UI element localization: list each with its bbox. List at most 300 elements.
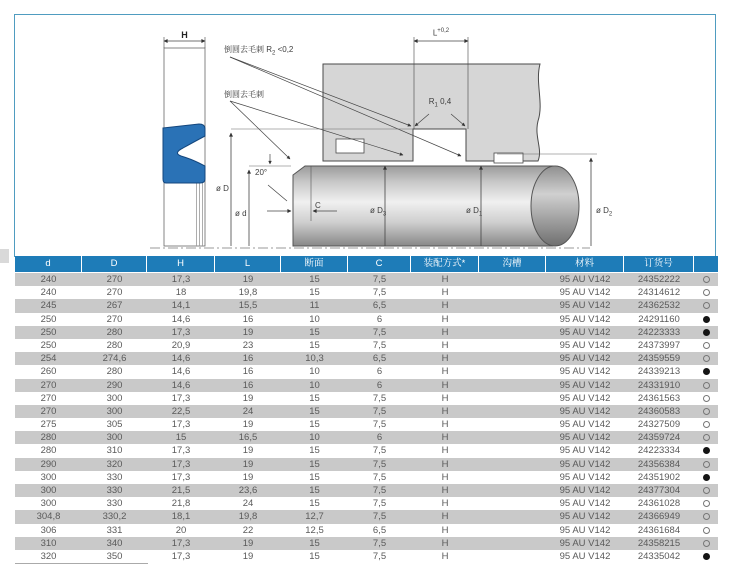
table-cell: 15 (309, 405, 320, 417)
table-cell: 7,5 (372, 498, 387, 510)
right-recess (494, 153, 523, 163)
table-cell: 95 AU V142 (559, 326, 611, 338)
table-cell (479, 550, 546, 563)
table-cell: 304,8 (36, 511, 61, 523)
table-cell: 7,5 (372, 471, 387, 483)
table-cell: 15 (175, 432, 187, 444)
table-row (15, 471, 718, 484)
table-cell: 280 (40, 432, 57, 444)
open-circle-icon (703, 540, 710, 547)
table-cell: 24352222 (637, 274, 681, 285)
open-circle-icon (703, 434, 710, 441)
table-cell: 10 (309, 379, 320, 391)
table-cell: 245 (40, 300, 57, 312)
table-cell (479, 497, 546, 510)
table-cell (479, 365, 546, 378)
table-cell: 260 (40, 366, 57, 378)
table-cell: 10 (309, 432, 320, 444)
table-cell: 14,1 (171, 300, 191, 312)
column-header: 材料 (546, 256, 624, 273)
column-header: C (348, 256, 411, 273)
table-cell: 95 AU V142 (559, 524, 611, 536)
table-cell: 290 (40, 458, 57, 470)
table-cell: 7,5 (372, 550, 387, 562)
table-row (15, 313, 718, 326)
table-cell (479, 313, 546, 326)
table-cell: 250 (40, 313, 57, 325)
table-cell (479, 326, 546, 339)
table-cell: 95 AU V142 (559, 392, 611, 404)
open-circle-icon (703, 342, 710, 349)
table-cell: 7,5 (372, 485, 387, 496)
table-cell: 7,5 (372, 392, 387, 404)
table-cell: 17,3 (171, 419, 191, 431)
deburr-label: 倒圆去毛刺 (224, 90, 264, 99)
table-cell: 300 (40, 485, 57, 496)
table-cell: 6,5 (372, 524, 387, 536)
column-header: 沟槽 (479, 256, 546, 273)
table-cell: 19 (242, 326, 254, 338)
table-cell (694, 352, 718, 365)
table-cell: 250 (40, 339, 57, 351)
table-row (15, 458, 718, 471)
open-circle-icon (703, 500, 710, 507)
table-row (15, 537, 718, 550)
table-cell (479, 352, 546, 365)
table-row (15, 418, 718, 431)
angle-leg (268, 185, 287, 201)
table-cell: H (441, 366, 449, 378)
dia-D2-label: ø $D_2$ (596, 206, 613, 218)
table-cell: 24373997 (637, 339, 681, 351)
table-cell: 95 AU V142 (559, 537, 611, 549)
shaft (293, 166, 553, 246)
table-cell: H (441, 287, 449, 299)
table-row (15, 484, 718, 497)
open-circle-icon (703, 461, 710, 468)
angle-label: 20° (255, 168, 268, 177)
table-row (15, 339, 718, 352)
table-cell (694, 550, 718, 563)
table-cell: 6 (376, 379, 383, 391)
table-cell: 10 (309, 366, 320, 378)
table-row (15, 550, 718, 563)
table-cell: 24361563 (637, 392, 681, 404)
table-cell: 19 (242, 537, 254, 549)
table-cell: 19,8 (238, 511, 258, 523)
table-row (15, 497, 718, 510)
table-cell: 16 (242, 366, 254, 378)
filled-circle-icon (703, 474, 710, 481)
table-row (15, 431, 718, 444)
table-cell: H (441, 537, 449, 549)
table-cell (694, 444, 718, 457)
table-cell: 17,3 (171, 326, 191, 338)
open-circle-icon (703, 355, 710, 362)
table-cell: 10,3 (305, 353, 324, 365)
table-cell: 15 (309, 485, 320, 496)
table-cell (694, 524, 718, 537)
table-cell: 340 (106, 537, 123, 549)
table-cell: 16 (242, 313, 254, 325)
table-cell: 19 (242, 550, 254, 562)
table-cell (694, 537, 718, 550)
table-cell (694, 458, 718, 471)
table-cell: 330 (106, 471, 123, 483)
table-cell: 15 (309, 326, 320, 338)
table-cell (479, 299, 546, 312)
table-cell: 306 (40, 524, 57, 536)
table-cell: 24356384 (637, 458, 681, 470)
table-cell: 95 AU V142 (559, 287, 611, 299)
table-cell: 280 (106, 366, 123, 378)
table-cell: 7,5 (372, 419, 387, 431)
table-cell (694, 471, 718, 484)
table-cell: 95 AU V142 (559, 405, 611, 417)
column-header: d (15, 256, 82, 273)
table-cell: 15 (309, 274, 320, 285)
table-cell: 24377304 (637, 485, 681, 496)
table-cell: 290 (106, 379, 123, 391)
table-cell: 95 AU V142 (559, 379, 611, 391)
table-cell (479, 286, 546, 299)
table-cell: 7,5 (372, 537, 387, 549)
table-cell: 6 (376, 313, 383, 325)
left-recess (336, 139, 364, 153)
table-cell: 24359724 (637, 432, 681, 444)
table-cell: H (441, 458, 449, 470)
table-cell: 95 AU V142 (559, 550, 611, 562)
table-cell (479, 524, 546, 537)
scan-artifact (0, 249, 9, 263)
table-cell (694, 365, 718, 378)
table-cell: 24331910 (637, 379, 681, 391)
table-cell: 15 (309, 471, 320, 483)
table-cell: 95 AU V142 (559, 419, 611, 431)
h-dim-label: H (181, 30, 188, 40)
table-cell: 22,5 (171, 405, 191, 417)
table-cell: 16 (242, 353, 254, 365)
table-cell: 11 (309, 300, 320, 312)
table-cell: 7,5 (372, 274, 387, 285)
table-cell: 15 (309, 550, 320, 562)
table-cell: 24 (242, 405, 254, 417)
table-cell: H (441, 511, 449, 523)
table-cell (479, 537, 546, 550)
table-cell: 300 (40, 471, 57, 483)
table-cell: 95 AU V142 (559, 485, 611, 496)
table-body (15, 273, 718, 563)
table-row (15, 524, 718, 537)
column-header: D (82, 256, 147, 273)
open-circle-icon (703, 302, 710, 309)
open-circle-icon (703, 395, 710, 402)
table-cell: 24360583 (637, 405, 681, 417)
table-cell: 7,5 (372, 326, 387, 338)
table-cell: 7,5 (372, 405, 387, 417)
filled-circle-icon (703, 368, 710, 375)
table-cell: 275 (40, 419, 57, 431)
shaft-end-cap (531, 166, 579, 246)
table-cell: 15 (309, 458, 320, 470)
table-cell: 20 (175, 524, 187, 536)
dia-d-label: ø d (235, 209, 247, 218)
open-circle-icon (703, 513, 710, 520)
table-cell: H (441, 392, 449, 404)
table-cell: 95 AU V142 (559, 300, 611, 312)
table-cell: 24291160 (638, 313, 680, 325)
column-header: L (215, 256, 281, 273)
table-cell: 24335042 (637, 550, 681, 562)
table-cell: 19 (242, 445, 254, 457)
table-cell: 15 (309, 498, 320, 510)
table-header-row (15, 256, 718, 273)
table-cell: 24366949 (637, 511, 681, 523)
open-circle-icon (703, 487, 710, 494)
table-cell (479, 484, 546, 497)
table-cell: 24 (242, 498, 254, 510)
table-cell: 19 (242, 419, 254, 431)
column-header: 断面 (281, 256, 348, 273)
table-cell: 23,6 (238, 485, 258, 496)
table-cell: 95 AU V142 (559, 445, 611, 457)
deburr-rz-label: 倒圆去毛刺 $R_2 <0,2$ (224, 45, 294, 57)
table-row (15, 444, 718, 457)
table-cell: H (441, 313, 449, 325)
table-cell: 330 (106, 485, 123, 496)
table-cell: H (441, 353, 449, 365)
open-circle-icon (703, 421, 710, 428)
r1-label: $R_1$ 0,4 (428, 97, 452, 109)
dimensions-table (15, 256, 718, 563)
table-cell (479, 405, 546, 418)
table-cell: 270 (106, 313, 123, 325)
table-cell (694, 339, 718, 352)
table-cell: H (441, 445, 449, 457)
table-cell: 24358215 (637, 537, 681, 549)
table-cell (694, 418, 718, 431)
table-cell (694, 497, 718, 510)
table-cell: 15 (309, 287, 320, 299)
table-cell (694, 510, 718, 523)
table-cell (694, 313, 718, 326)
table-cell: 310 (40, 537, 57, 549)
table-cell: 24327509 (637, 419, 681, 431)
table-cell (694, 484, 718, 497)
table-cell: 7,5 (372, 339, 387, 351)
table-row (15, 326, 718, 339)
table-cell: 18,1 (171, 511, 191, 523)
table-cell: 15,5 (238, 300, 258, 312)
deburr-leader (230, 101, 290, 159)
table-cell: 17,3 (171, 471, 191, 483)
table-cell: H (441, 379, 449, 391)
table-cell: 22 (242, 524, 254, 536)
table-cell: H (441, 339, 449, 351)
table-cell: 300 (106, 432, 123, 444)
table-cell: 14,6 (171, 379, 191, 391)
table-cell (479, 431, 546, 444)
table-cell: 12,5 (305, 524, 324, 536)
table-cell: 95 AU V142 (559, 353, 611, 365)
table-cell: 15 (309, 445, 320, 457)
seal-diagram-svg (15, 15, 717, 258)
table-cell: 17,3 (171, 392, 191, 404)
table-cell: 330,2 (102, 511, 127, 523)
table-cell: H (441, 550, 449, 562)
table-cell: H (441, 419, 449, 431)
table-cell: 331 (106, 524, 123, 536)
seal-profile (163, 124, 205, 183)
table-cell: 21,5 (171, 485, 191, 496)
l-dim-label: $L^{+0,2}$ (432, 28, 450, 38)
table-cell (479, 471, 546, 484)
table-cell: 95 AU V142 (559, 498, 611, 510)
table-cell: 254 (40, 353, 57, 365)
table-cell: 95 AU V142 (559, 313, 611, 325)
table-row (15, 405, 718, 418)
table-cell (694, 431, 718, 444)
table-cell: 240 (40, 287, 57, 299)
table-cell: 6,5 (372, 353, 387, 365)
table-cell: 20,9 (171, 339, 191, 351)
table-cell: 18 (175, 287, 187, 299)
table-cell: 300 (106, 392, 123, 404)
table-cell: 19 (242, 458, 254, 470)
table-cell: 14,6 (171, 366, 191, 378)
table-cell: 7,5 (372, 445, 387, 457)
table-cell: 280 (106, 326, 123, 338)
table-cell: 24223333 (637, 326, 681, 338)
table-cell: 270 (40, 392, 57, 404)
table-cell: 305 (106, 419, 123, 431)
table-cell: 6 (376, 432, 383, 444)
table-cell: 24223334 (637, 445, 681, 457)
table-cell: 7,5 (372, 511, 387, 523)
table-cell: 95 AU V142 (559, 511, 611, 523)
installation-diagram (14, 14, 716, 257)
table-cell: 267 (106, 300, 123, 312)
table-cell: 270 (106, 287, 123, 299)
table-cell: H (441, 405, 449, 417)
table-cell: H (441, 485, 449, 496)
table-cell (479, 458, 546, 471)
table-row (15, 299, 718, 312)
dia-D3-label: ø $D_3$ (370, 206, 387, 218)
table-cell: 24359559 (637, 353, 681, 365)
table-cell: 15 (309, 419, 320, 431)
table-cell (479, 510, 546, 523)
table-cell: 270 (40, 405, 57, 417)
table-cell: 7,5 (372, 458, 387, 470)
table-cell: 350 (106, 550, 123, 562)
table-cell (694, 326, 718, 339)
open-circle-icon (703, 408, 710, 415)
table-cell (694, 392, 718, 405)
table-cell: 17,3 (171, 445, 191, 457)
table-cell (479, 444, 546, 457)
table-cell: 17,3 (171, 274, 191, 285)
table-cell: 14,6 (171, 353, 191, 365)
table-row (15, 379, 718, 392)
table-bottom-line (15, 563, 148, 564)
table-cell: 14,6 (171, 313, 191, 325)
table-cell: 95 AU V142 (559, 432, 611, 444)
table-cell (479, 379, 546, 392)
table-cell: 95 AU V142 (559, 458, 611, 470)
column-header: 装配方式* (411, 256, 479, 273)
open-circle-icon (703, 527, 710, 534)
table-cell: 10 (309, 313, 320, 325)
table-cell: 19 (242, 392, 254, 404)
table-cell: 280 (106, 339, 123, 351)
c-dim-label: C (315, 201, 321, 210)
table-cell: 24361684 (637, 524, 681, 536)
table-row (15, 273, 718, 286)
table-cell: 24314612 (637, 287, 681, 299)
table-row (15, 510, 718, 523)
table-cell: 17,3 (171, 550, 191, 562)
table-cell: 320 (106, 458, 123, 470)
table-cell: 24362532 (637, 300, 681, 312)
table-cell: 15 (309, 537, 320, 549)
table-row (15, 352, 718, 365)
table-cell: 17,3 (171, 458, 191, 470)
filled-circle-icon (703, 553, 710, 560)
table-cell (479, 418, 546, 431)
table-cell: H (441, 326, 449, 338)
table-cell: 280 (40, 445, 57, 457)
table-cell (694, 379, 718, 392)
column-header: H (147, 256, 215, 273)
table-cell: 300 (106, 405, 123, 417)
dia-D-label: ø D (216, 184, 229, 193)
table-cell: 95 AU V142 (559, 339, 611, 351)
table-cell (694, 299, 718, 312)
table-cell: 6 (376, 366, 383, 378)
table-cell: 19 (242, 471, 254, 483)
table-cell: 270 (106, 274, 123, 285)
table-cell: 95 AU V142 (559, 366, 611, 378)
table-cell: 330 (106, 498, 123, 510)
table-cell (694, 273, 718, 286)
filled-circle-icon (703, 316, 710, 323)
table-cell: 15 (309, 392, 320, 404)
table-cell: 15 (309, 339, 320, 351)
open-circle-icon (703, 276, 710, 283)
open-circle-icon (703, 382, 710, 389)
table-cell: 7,5 (372, 287, 387, 299)
table-cell: 24351902 (637, 471, 681, 483)
table-cell: H (441, 432, 449, 444)
table-cell (694, 286, 718, 299)
filled-circle-icon (703, 447, 710, 454)
table-cell: 95 AU V142 (559, 471, 611, 483)
table-cell: 19 (242, 274, 254, 285)
table-cell: 24361028 (637, 498, 681, 510)
table-row (15, 365, 718, 378)
table-cell: 310 (106, 445, 123, 457)
table-cell: 19,8 (238, 287, 258, 299)
table-cell: 6,5 (372, 300, 387, 312)
table-row (15, 392, 718, 405)
table-cell: 240 (40, 274, 57, 285)
open-circle-icon (703, 289, 710, 296)
table-cell: 23 (242, 339, 254, 351)
table-cell (479, 273, 546, 286)
table-cell: 270 (40, 379, 57, 391)
dia-D1-label: ø $D_1$ (466, 206, 483, 218)
